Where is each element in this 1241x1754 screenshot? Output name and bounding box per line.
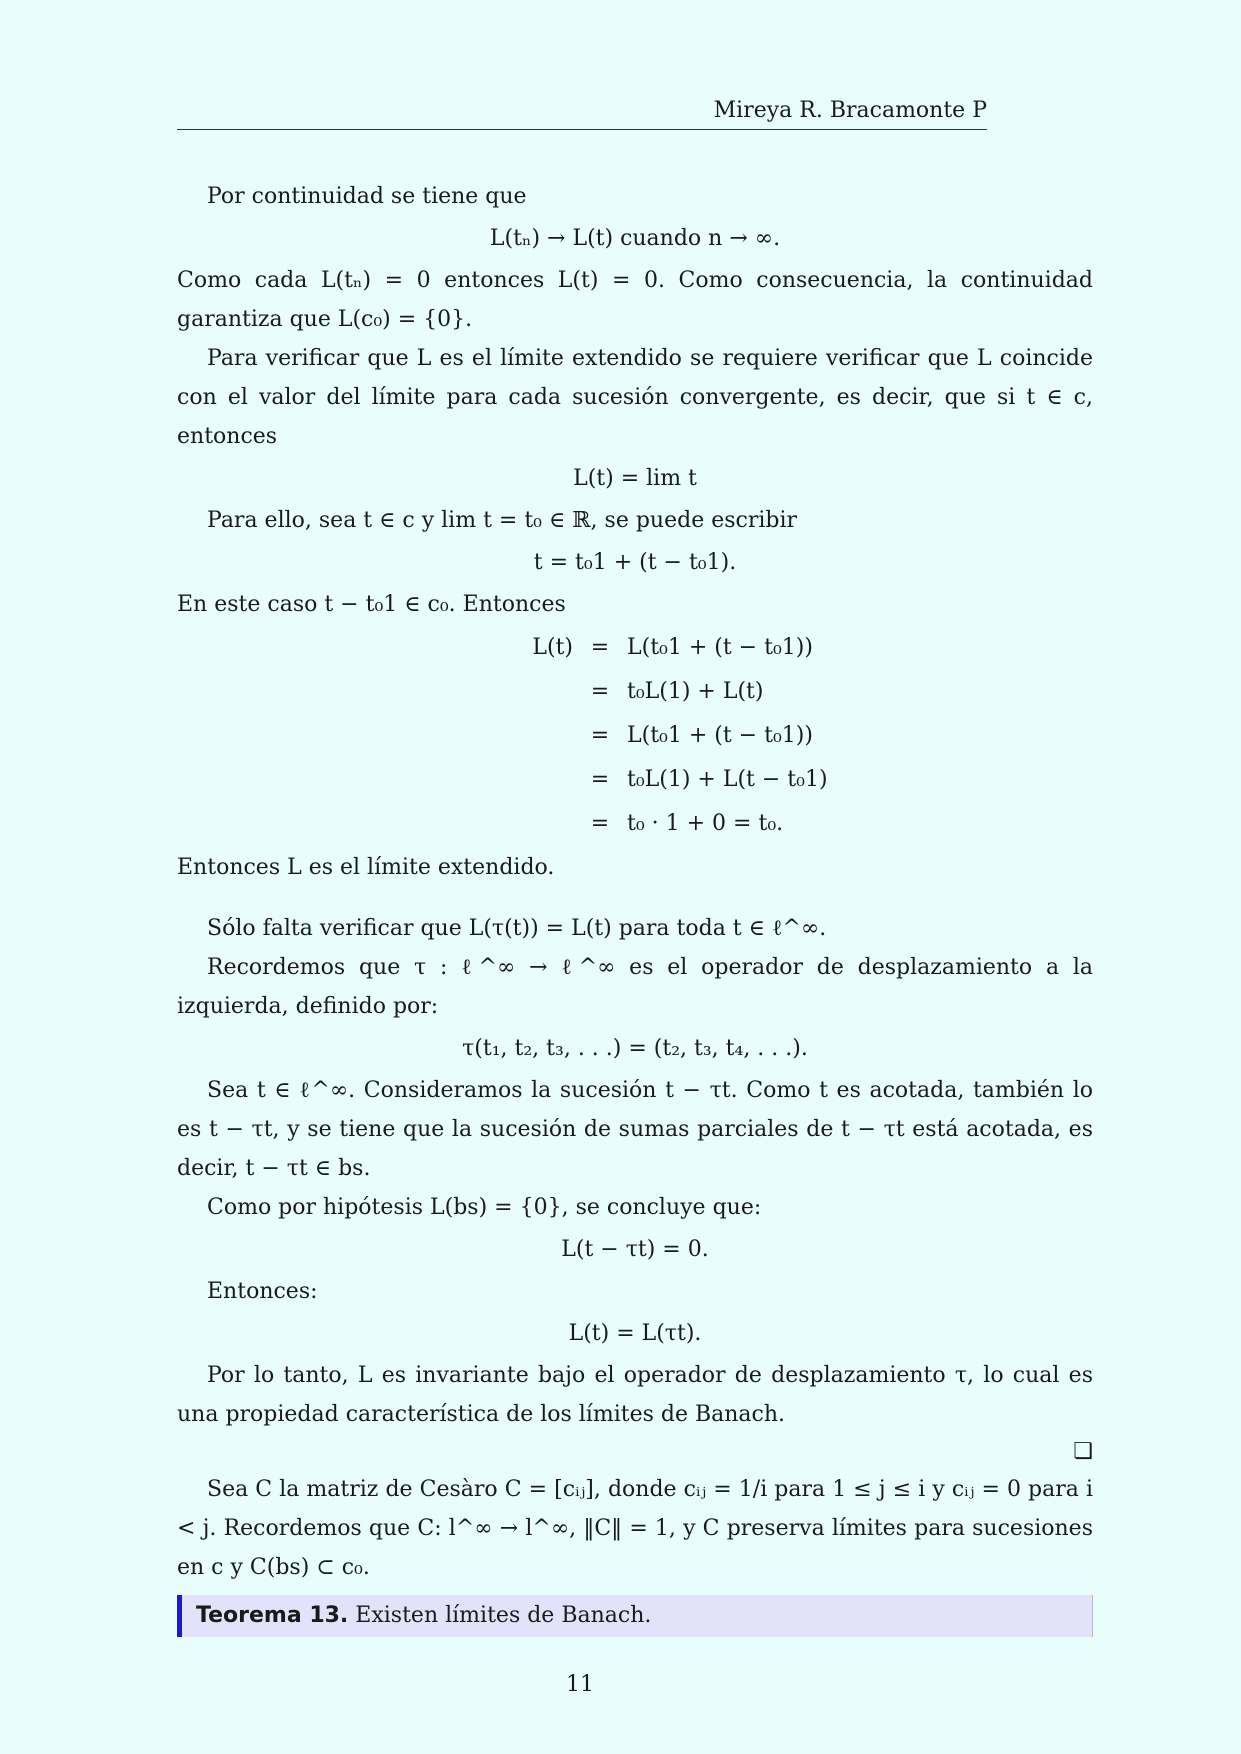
paragraph: Recordemos que τ : ℓ^∞ → ℓ^∞ es el operador de desplazamiento a la izquierda, definido por: <box>177 955 1093 1019</box>
equation-rhs: t₀ · 1 + 0 = t₀. <box>627 811 784 836</box>
equation-rhs: L(t₀1 + (t − t₀1)) <box>627 635 813 660</box>
theorem-text: Existen límites de Banach. <box>355 1603 652 1628</box>
equation-lhs <box>477 802 579 846</box>
equation-row <box>477 714 834 758</box>
display-equation: t = t₀1 + (t − t₀1). <box>533 550 737 575</box>
paragraph: En este caso t − t₀1 ∈ c₀. Entonces <box>177 592 566 617</box>
equation-row <box>477 670 834 714</box>
equation-relation: = <box>590 635 610 660</box>
page-number: 11 <box>566 1672 594 1697</box>
equation-relation: = <box>590 811 610 836</box>
paragraph: Sea C la matriz de Cesàro C = [cᵢⱼ], donde cᵢⱼ = 1/i para 1 ≤ j ≤ i y cᵢⱼ = 0 para i < j. Recordemos que C: l^∞ → l^∞, ‖C‖ = 1, y C preserva límites para sucesiones en c y C(bs) ⊂ c₀. <box>177 1477 1093 1580</box>
equation-relation: = <box>590 679 610 704</box>
running-header: Mireya R. Bracamonte P <box>177 98 987 130</box>
paragraph: Para verificar que L es el límite extendido se requiere verificar que L coincide con el valor del límite para cada sucesión convergente, es decir, que si t ∈ c, entonces <box>177 346 1093 449</box>
equation-lhs: L(t) <box>532 635 573 660</box>
paragraph: Como por hipótesis L(bs) = {0}, se concluye que: <box>207 1195 762 1220</box>
theorem-box <box>177 1595 1093 1637</box>
equation-lhs <box>477 670 579 714</box>
equation-relation: = <box>590 723 610 748</box>
page-body <box>177 177 1093 1637</box>
display-equation: L(t) = L(τt). <box>568 1321 702 1346</box>
equation-lhs <box>477 714 579 758</box>
display-equation: L(t − τt) = 0. <box>561 1237 709 1262</box>
equation-rhs: L(t₀1 + (t − t₀1)) <box>627 723 813 748</box>
equation-row <box>477 626 834 670</box>
qed-symbol: ❏ <box>1073 1439 1093 1464</box>
aligned-equations <box>477 626 834 846</box>
equation-relation: = <box>590 767 610 792</box>
equation-rhs: t₀L(1) + L(t) <box>627 679 764 704</box>
equation-row <box>477 802 834 846</box>
equation-lhs <box>477 758 579 802</box>
paragraph: Para ello, sea t ∈ c y lim t = t₀ ∈ ℝ, se puede escribir <box>207 508 798 533</box>
equation-row <box>477 758 834 802</box>
paragraph: Entonces: <box>207 1279 318 1304</box>
paragraph: Por continuidad se tiene que <box>207 184 527 209</box>
theorem-label: Teorema 13. <box>196 1603 349 1628</box>
equation-rhs: t₀L(1) + L(t − t₀1) <box>627 767 828 792</box>
display-equation: L(tₙ) → L(t) cuando n → ∞. <box>489 226 781 251</box>
paragraph: Sea t ∈ ℓ^∞. Consideramos la sucesión t − τt. Como t es acotada, también lo es t − τt, y se tiene que la sucesión de sumas parciales de t − τt está acotada, es decir, t − τt ∈ bs. <box>177 1078 1093 1181</box>
paragraph: Como cada L(tₙ) = 0 entonces L(t) = 0. Como consecuencia, la continuidad garantiza que L(c₀) = {0}. <box>177 268 1093 332</box>
paragraph: Entonces L es el límite extendido. <box>177 855 555 880</box>
display-equation: L(t) = lim t <box>573 466 697 491</box>
paragraph: Sólo falta verificar que L(τ(t)) = L(t) para toda t ∈ ℓ^∞. <box>207 916 827 941</box>
display-equation: τ(t₁, t₂, t₃, . . .) = (t₂, t₃, t₄, . . .). <box>462 1036 808 1061</box>
paragraph: Por lo tanto, L es invariante bajo el operador de desplazamiento τ, lo cual es una propiedad característica de los límites de Banach. <box>177 1363 1093 1427</box>
